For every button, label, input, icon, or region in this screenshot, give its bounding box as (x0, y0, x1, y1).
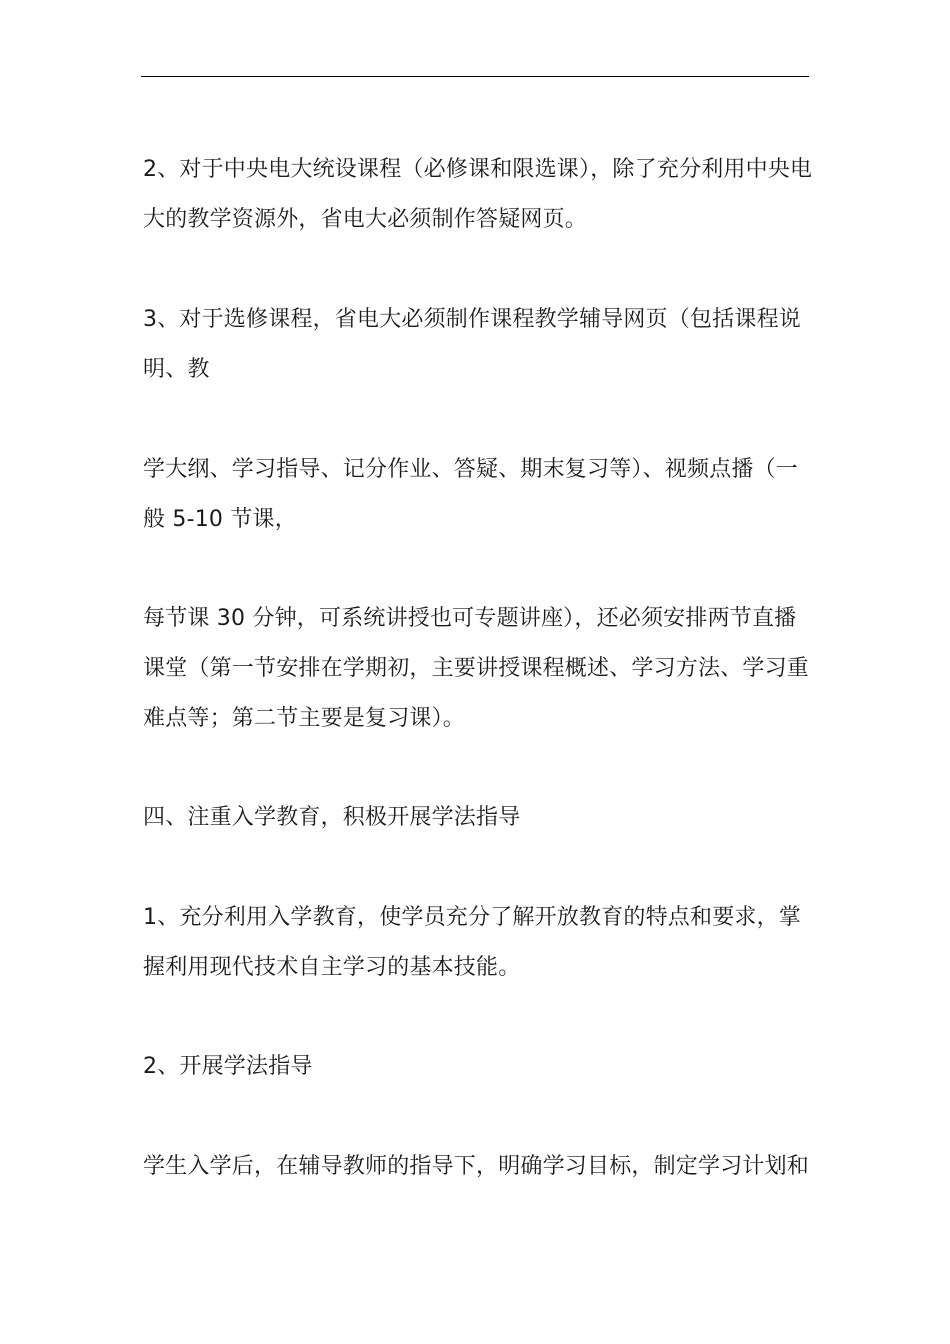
text-line: 每节课 30 分钟，可系统讲授也可专题讲座），还必须安排两节直播 (143, 606, 797, 631)
text-line: 难点等；第二节主要是复习课）。 (143, 706, 466, 731)
text-line: 1、充分利用入学教育，使学员充分了解开放教育的特点和要求，掌 (143, 905, 801, 930)
section-heading: 四、注重入学教育，积极开展学法指导 (143, 805, 521, 830)
text-line: 大的教学资源外，省电大必须制作答疑网页。 (143, 207, 588, 232)
subsection-heading: 2、开展学法指导 (143, 1054, 313, 1079)
text-line: 学大纲、学习指导、记分作业、答疑、期末复习等）、视频点播（一 (143, 457, 799, 482)
text-line: 2、对于中央电大统设课程（必修课和限选课），除了充分利用中央电 (143, 157, 813, 182)
header-rule (141, 76, 809, 77)
text-line: 学生入学后，在辅导教师的指导下，明确学习目标，制定学习计划和 (143, 1154, 810, 1179)
text-line: 握利用现代技术自主学习的基本技能。 (143, 955, 521, 980)
text-line: 课堂（第一节安排在学期初，主要讲授课程概述、学习方法、学习重 (143, 656, 810, 681)
text-line: 般 5-10 节课， (143, 507, 297, 532)
text-line: 明、教 (143, 357, 210, 382)
text-line: 3、对于选修课程，省电大必须制作课程教学辅导网页（包括课程说 (143, 307, 801, 332)
